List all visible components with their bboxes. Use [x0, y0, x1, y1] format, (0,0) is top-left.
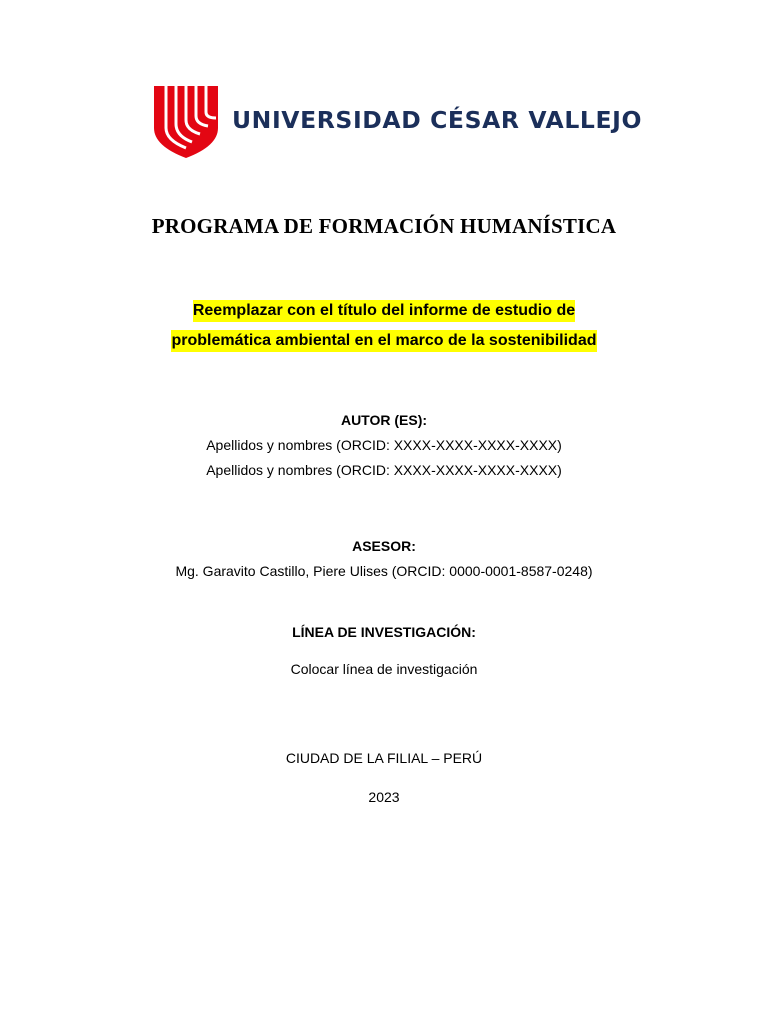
city-country: CIUDAD DE LA FILIAL – PERÚ [285, 750, 483, 766]
ucv-shield-icon [152, 84, 222, 160]
authors-heading: AUTOR (ES): [340, 412, 428, 428]
report-title-line-1-text: Reemplazar con el título del informe de estudio de [193, 300, 575, 322]
research-line-value: Colocar línea de investigación [290, 661, 478, 677]
program-title: PROGRAMA DE FORMACIÓN HUMANÍSTICA [151, 214, 617, 238]
report-title-line-2-text: problemática ambiental en el marco de la sostenibilidad [171, 330, 596, 352]
report-title-line-1 [0, 302, 768, 320]
research-line-heading: LÍNEA DE INVESTIGACIÓN: [292, 624, 476, 640]
author-item: Apellidos y nombres (ORCID: XXXX-XXXX-XXXX-XXXX) [206, 462, 562, 478]
author-item: Apellidos y nombres (ORCID: XXXX-XXXX-XXXX-XXXX) [206, 437, 562, 453]
university-logo [152, 84, 643, 160]
year: 2023 [368, 789, 400, 805]
report-title-line-2 [0, 332, 768, 350]
advisor-heading: ASESOR: [352, 538, 416, 554]
advisor-name: Mg. Garavito Castillo, Piere Ulises (ORCID: 0000-0001-8587-0248) [175, 563, 593, 579]
university-name: UNIVERSIDAD CÉSAR VALLEJO [232, 106, 643, 134]
